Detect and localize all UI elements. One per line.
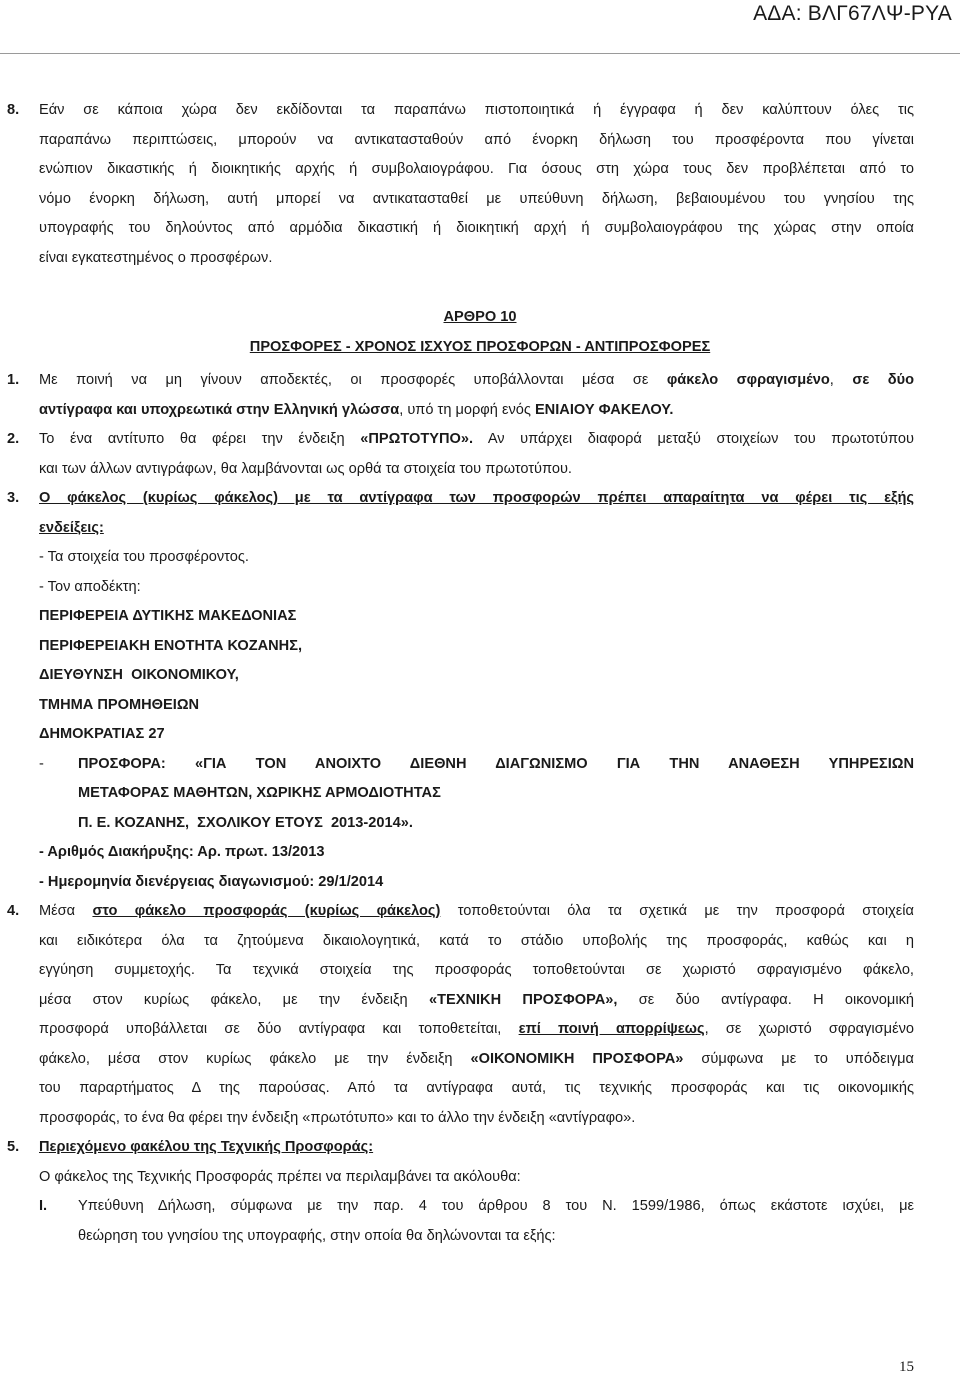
text-segment: , [829,372,853,388]
item-3-line-3 [0,543,960,573]
text-line: Εάν σε κάποια χώρα δεν εκδίδονται τα παραπάνω πιστοποιητικά ή έγγραφα ή δεν καλύπτουν όλες τις [39,102,914,118]
text-line: - Τον αποδέκτη: [39,578,141,595]
document-body [0,96,960,1251]
offer-line-2 [0,779,960,809]
bold-segment: φάκελο σφραγισμένο [666,372,830,388]
text-line: ενώπιον δικαστικής ή διοικητικής αρχής ή συμβολαιογράφου. Για όσους στη χώρα τους δεν προβλέπεται από το [39,161,914,177]
article-subtitle [0,333,960,363]
offer-line-3 [0,809,960,839]
item-1-line-2 [0,396,960,426]
bold-segment: «ΠΡΩΤΟΤΥΠΟ». [360,431,474,447]
text-line [39,396,673,426]
bold-segment: «ΟΙΚΟΝΟΜΙΚΗ ΠΡΟΣΦΟΡΑ» [470,1050,684,1067]
paragraph-8-line-4 [0,185,960,215]
tender-date-text: - Ημερομηνία διενέργειας διαγωνισμού: 29/1/2014 [39,873,384,890]
text-line [39,425,914,455]
item-4-line-2 [0,927,960,957]
text-segment: Με ποινή να μη γίνουν αποδεκτές, οι προσφορές υποβάλλονται μέσα σε [39,372,667,388]
offer-text: ΠΡΟΣΦΟΡΑ: «ΓΙΑ ΤΟΝ ΑΝΟΙΧΤΟ ΔΙΕΘΝΗ ΔΙΑΓΩΝΙΣΜΟ ΓΙΑ ΤΗΝ ΑΝΑΘΕΣΗ ΥΠΗΡΕΣΙΩΝ [78,755,914,772]
text-segment: , σε χωριστό σφραγισμένο [704,1021,914,1037]
text-line: είναι εγκατεστημένος ο προσφέρων. [39,249,273,266]
text-line: ενδείξεις: [39,519,104,536]
notice-number-text: - Αριθμός Διακήρυξης: Αρ. πρωτ. 13/2013 [39,844,325,860]
offer-text: Π. Ε. ΚΟΖΑΝΗΣ, ΣΧΟΛΙΚΟΥ ΕΤΟΥΣ 2013-2014». [78,814,413,831]
item-2-line-2 [0,455,960,485]
text-line [39,366,914,396]
bold-segment: στο φάκελο προσφοράς (κυρίως φάκελος) [92,903,441,919]
recipient-line-5 [0,720,960,750]
item-number: 4. [7,903,20,919]
recipient-line-3 [0,661,960,691]
item-4-line-4 [0,986,960,1016]
item-number: 1. [7,372,20,388]
text-line: - Τα στοιχεία του προσφέροντος. [39,549,249,565]
offer-text: ΜΕΤΑΦΟΡΑΣ ΜΑΘΗΤΩΝ, ΧΩΡΙΚΗΣ ΑΡΜΟΔΙΟΤΗΤΑΣ [78,785,441,801]
offer-line-1 [0,750,960,780]
item-2-line-1 [0,425,960,455]
recipient-line-1 [0,602,960,632]
article-subtitle-text: ΠΡΟΣΦΟΡΕΣ - ΧΡΟΝΟΣ ΙΣΧΥΟΣ ΠΡΟΣΦΟΡΩΝ - ΑΝΤΙΠΡΟΣΦΟΡΕΣ [249,338,711,355]
article-title-text: ΑΡΘΡΟ 10 [443,309,517,325]
item-number: 8. [7,102,20,118]
text-segment: Αν υπάρχει διαφορά μεταξύ στοιχείων του πρωτοτύπου [473,431,915,447]
text-segment: μέσα στον κυρίως φάκελο, με την ένδειξη [39,991,429,1008]
recipient-text: ΠΕΡΙΦΕΡΕΙΑΚΗ ΕΝΟΤΗΤΑ ΚΟΖΑΝΗΣ, [39,637,303,654]
text-line: και ειδικότερα όλα τα ζητούμενα δικαιολογητικά, κατά το στάδιο υποβολής της προσφοράς, καθώς και η [39,932,914,949]
item-5-line-1 [0,1133,960,1163]
text-line [39,986,914,1016]
item-4-line-5 [0,1015,960,1045]
item-4-line-7 [0,1074,960,1104]
text-segment: Το ένα αντίτυπο θα φέρει την ένδειξη [39,431,361,447]
item-3-line-4 [0,573,960,603]
text-line: Ο φάκελος (κυρίως φάκελος) με τα αντίγραφα των προσφορών πρέπει απαραίτητα να φέρει τις εξής [39,490,914,506]
text-line: υπογραφής του δηλούντος από αρμόδια δικαστική ή διοικητική αρχή ή συμβολαιογράφου της χώρας στην οποία [39,220,914,236]
text-line: θεώρηση του γνησίου της υπογραφής, στην οποία θα δηλώνονται τα εξής: [78,1227,556,1244]
text-line: προσφοράς, το ένα θα φέρει την ένδειξη «πρωτότυπο» και το άλλο την ένδειξη «αντίγραφο». [39,1109,636,1126]
recipient-line-4 [0,691,960,721]
paragraph-8-line-1 [0,96,960,126]
page-number: 15 [899,1359,914,1375]
tender-date-line [0,868,960,898]
text-line: του παραρτήματος Δ της παρούσας. Από τα αντίγραφα αυτά, τις τεχνικής προσφοράς και τις οικονομικής [39,1080,914,1096]
paragraph-8-line-2 [0,126,960,156]
bold-segment: «ΤΕΧΝΙΚΗ ΠΡΟΣΦΟΡΑ», [428,991,618,1008]
item-3-line-2 [0,514,960,544]
text-segment: φάκελο, μέσα στον κυρίως φάκελο με την ένδειξη [39,1050,471,1067]
item-1-line-1 [0,366,960,396]
item-number: 2. [7,431,20,447]
article-title [0,303,960,333]
notice-number-line [0,838,960,868]
item-4-line-6 [0,1045,960,1075]
ada-code: ΑΔΑ: ΒΛΓ67ΛΨ-ΡΥΑ [753,2,952,25]
item-3-line-1 [0,484,960,514]
item-4-line-1 [0,897,960,927]
recipient-text: ΔΗΜΟΚΡΑΤΙΑΣ 27 [39,726,165,742]
text-segment: προσφορά υποβάλλεται σε δύο αντίγραφα και τοποθετείται, [39,1021,519,1037]
text-segment: σε δύο αντίγραφα. Η οικονομική [617,991,914,1008]
item-number: 3. [7,490,20,506]
paragraph-8-line-6 [0,244,960,274]
text-line: εγγύηση συμμετοχής. Τα τεχνικά στοιχεία της προσφοράς τοποθετούνται σε χωριστό σφραγισμένο φάκελο, [39,962,914,978]
item-5-line-2 [0,1163,960,1193]
text-segment: σύμφωνα με το υπόδειγμα [683,1050,914,1067]
recipient-text: ΤΜΗΜΑ ΠΡΟΜΗΘΕΙΩΝ [39,696,200,713]
text-line: Ο φάκελος της Τεχνικής Προσφοράς πρέπει να περιλαμβάνει τα ακόλουθα: [39,1168,521,1185]
paragraph-8-line-3 [0,155,960,185]
text-line [39,1015,914,1045]
header-divider [0,53,960,54]
text-segment: , υπό τη μορφή ενός [399,401,535,418]
text-line [39,897,914,927]
recipient-text: ΔΙΕΥΘΥΝΣΗ ΟΙΚΟΝΟΜΙΚΟΥ, [39,667,239,683]
item-5-roman-1-line-1 [0,1192,960,1222]
item-5-roman-1-line-2 [0,1222,960,1252]
item-4-line-3 [0,956,960,986]
bold-segment: σε δύο [852,372,915,388]
item-4-line-8 [0,1104,960,1134]
text-line: και των άλλων αντιγράφων, θα λαμβάνονται ως ορθά τα στοιχεία του πρωτοτύπου. [39,460,572,477]
text-line: παραπάνω περιπτώσεις, μπορούν να αντικατασταθούν από ένορκη δήλωση του προσφέροντα που γίνεται [39,131,914,148]
item-number: 5. [7,1139,20,1155]
text-segment: τοποθετούνται όλα τα σχετικά με την προσφορά στοιχεία [440,903,914,919]
dash-marker: - [39,755,44,772]
text-line: νόμο ένορκη δήλωση, αυτή μπορεί να αντικατασταθεί με υπεύθυνη δήλωση, βεβαιουμένου του γνησίου της [39,190,914,207]
bold-segment: αντίγραφα και υποχρεωτικά στην Ελληνική γλώσσα [39,401,400,418]
paragraph-8-line-5 [0,214,960,244]
recipient-text: ΠΕΡΙΦΕΡΕΙΑ ΔΥΤΙΚΗΣ ΜΑΚΕΔΟΝΙΑΣ [39,608,297,624]
roman-numeral: I. [39,1198,48,1214]
text-line [39,1045,914,1075]
recipient-line-2 [0,632,960,662]
text-line: Υπεύθυνη Δήλωση, σύμφωνα με την παρ. 4 του άρθρου 8 του Ν. 1599/1986, όπως εκάστοτε ισχύει, με [78,1198,914,1214]
bold-segment: ΕΝΙΑΙΟΥ ΦΑΚΕΛΟΥ. [534,401,674,418]
text-segment: Μέσα [39,903,93,919]
text-line: Περιεχόμενο φακέλου της Τεχνικής Προσφοράς: [39,1139,374,1155]
bold-segment: επί ποινή απορρίψεως [518,1021,705,1037]
